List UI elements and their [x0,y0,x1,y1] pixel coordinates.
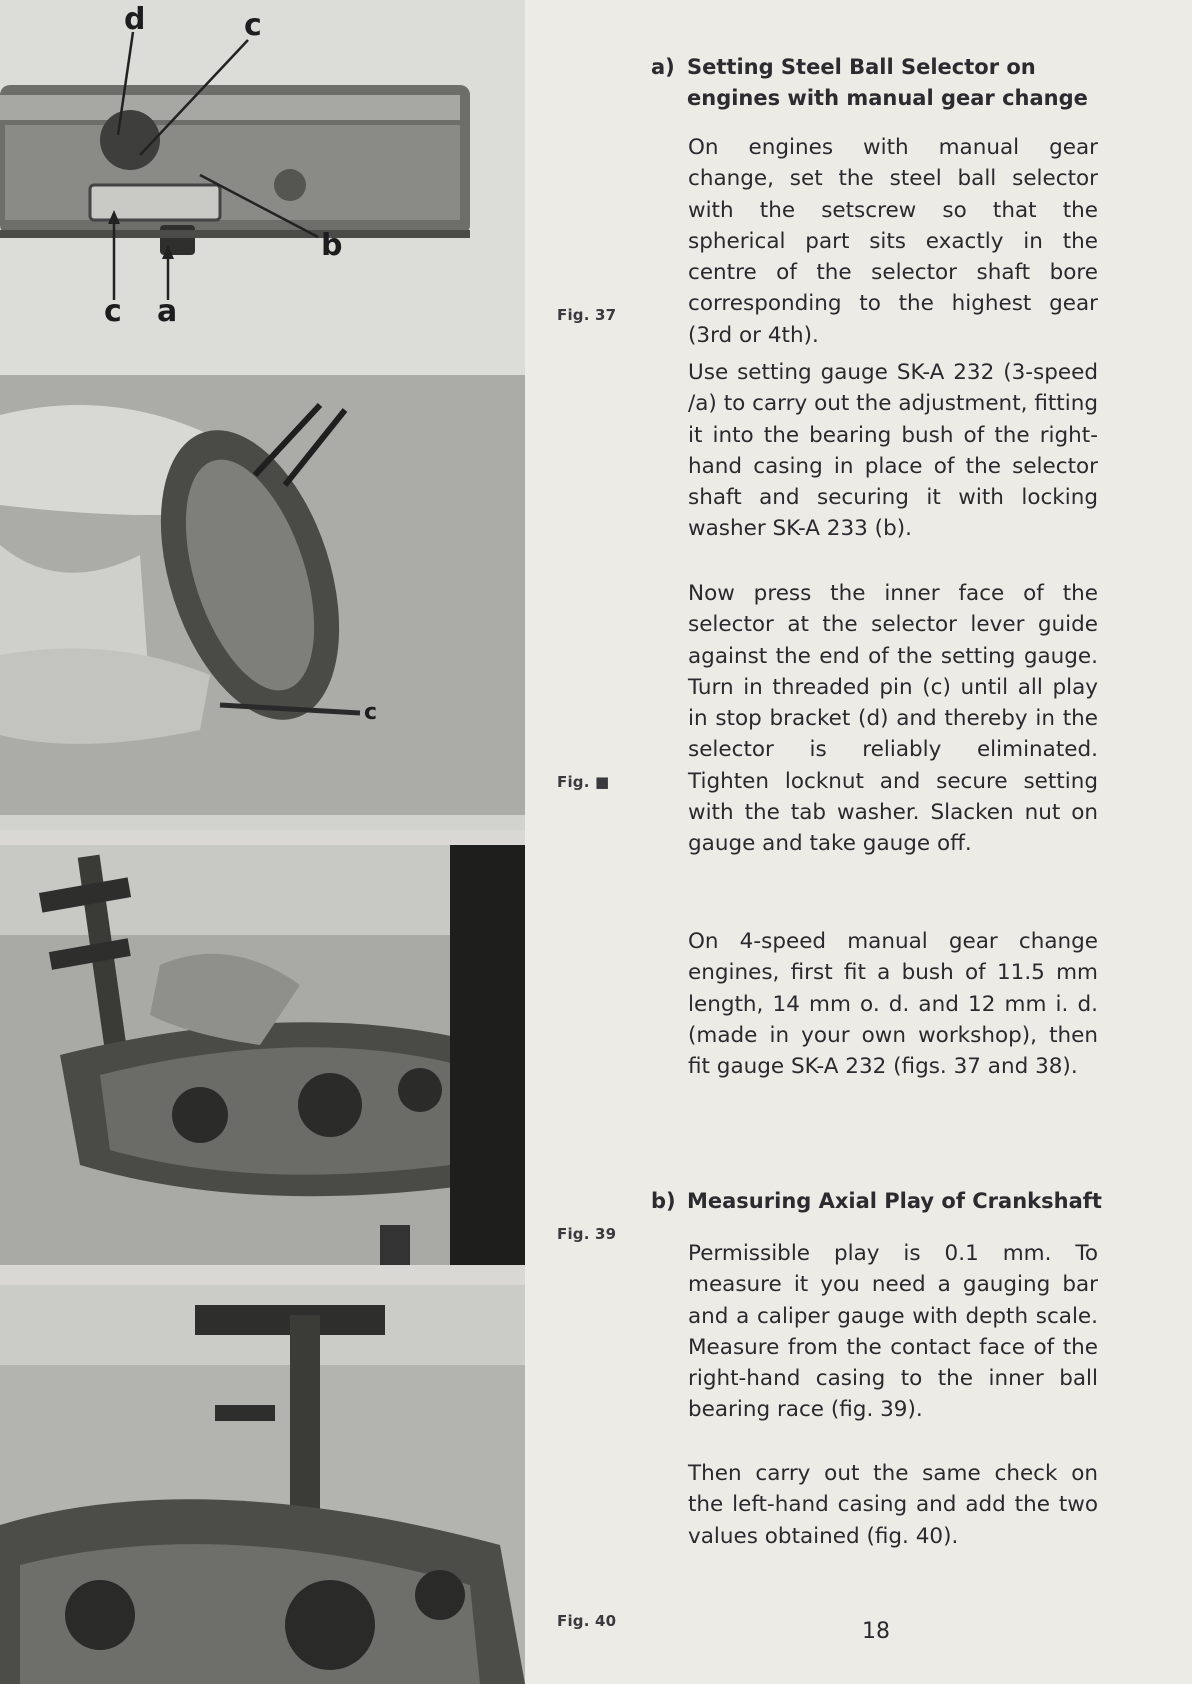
section-b-para-2: Then carry out the same check on the left-hand casing and add the two values obtained (fig. 40). [688,1461,1098,1549]
section-a-para-4: On 4-speed manual gear change engines, first fit a bush of 11.5 mm length, 14 mm o. d. and 12 mm i. d. (made in your own workshop), then fit gauge SK-A 232 (figs. 37 and 38). [688,929,1098,1080]
callout-c-bottom: c [104,294,122,329]
section-a-para-1: On engines with manual gear change, set the steel ball selector with the setscrew so that the spherical part sits exactly in the centre of the selector shaft bore corresponding to the highest gear (3rd or 4th). [688,135,1098,348]
callout-b: b [321,228,343,263]
fig39-label: Fig. 39 [557,1225,617,1243]
callout-a: a [157,294,178,329]
section-b-para-1: Permissible play is 0.1 mm. To measure it you need a gauging bar and a caliper gauge with depth scale. Measure from the contact face of the right-hand casing to the inner ball bearing race (fig. 39). [688,1241,1098,1423]
fig38-label: Fig. ■ [557,773,610,791]
photo-column [0,0,525,1684]
section-a-title: Setting Steel Ball Selector on engines with manual gear change [687,55,1088,110]
fig37-label: Fig. 37 [557,306,617,324]
fig40-photo [0,1285,525,1684]
section-a-para-3: Now press the inner face of the selector at the selector lever guide against the end of the setting gauge. Turn in threaded pin (c) until all play in stop bracket (d) and thereby in the selector is reliably eliminated. Tighten locknut and secure setting with the tab washer. Slacken nut on gauge and take gauge off. [688,581,1098,857]
fig37-photo [0,0,525,375]
section-b-letter: b) [651,1189,676,1213]
section-b-title: Measuring Axial Play of Crankshaft [687,1189,1102,1213]
fig40-label: Fig. 40 [557,1612,617,1630]
section-a-letter: a) [651,55,675,79]
page-number: 18 [862,1619,890,1644]
callout-c-fig38: c [364,700,378,725]
callout-d: d [124,2,146,37]
fig38-photo [0,375,525,830]
callout-c-top: c [244,8,262,43]
fig39-photo [0,845,525,1265]
section-a-para-2: Use setting gauge SK-A 232 (3-speed /a) to carry out the adjustment, fitting it into the bearing bush of the right-hand casing in place of the selector shaft and securing it with locking washer SK-A 233 (b). [688,360,1098,542]
